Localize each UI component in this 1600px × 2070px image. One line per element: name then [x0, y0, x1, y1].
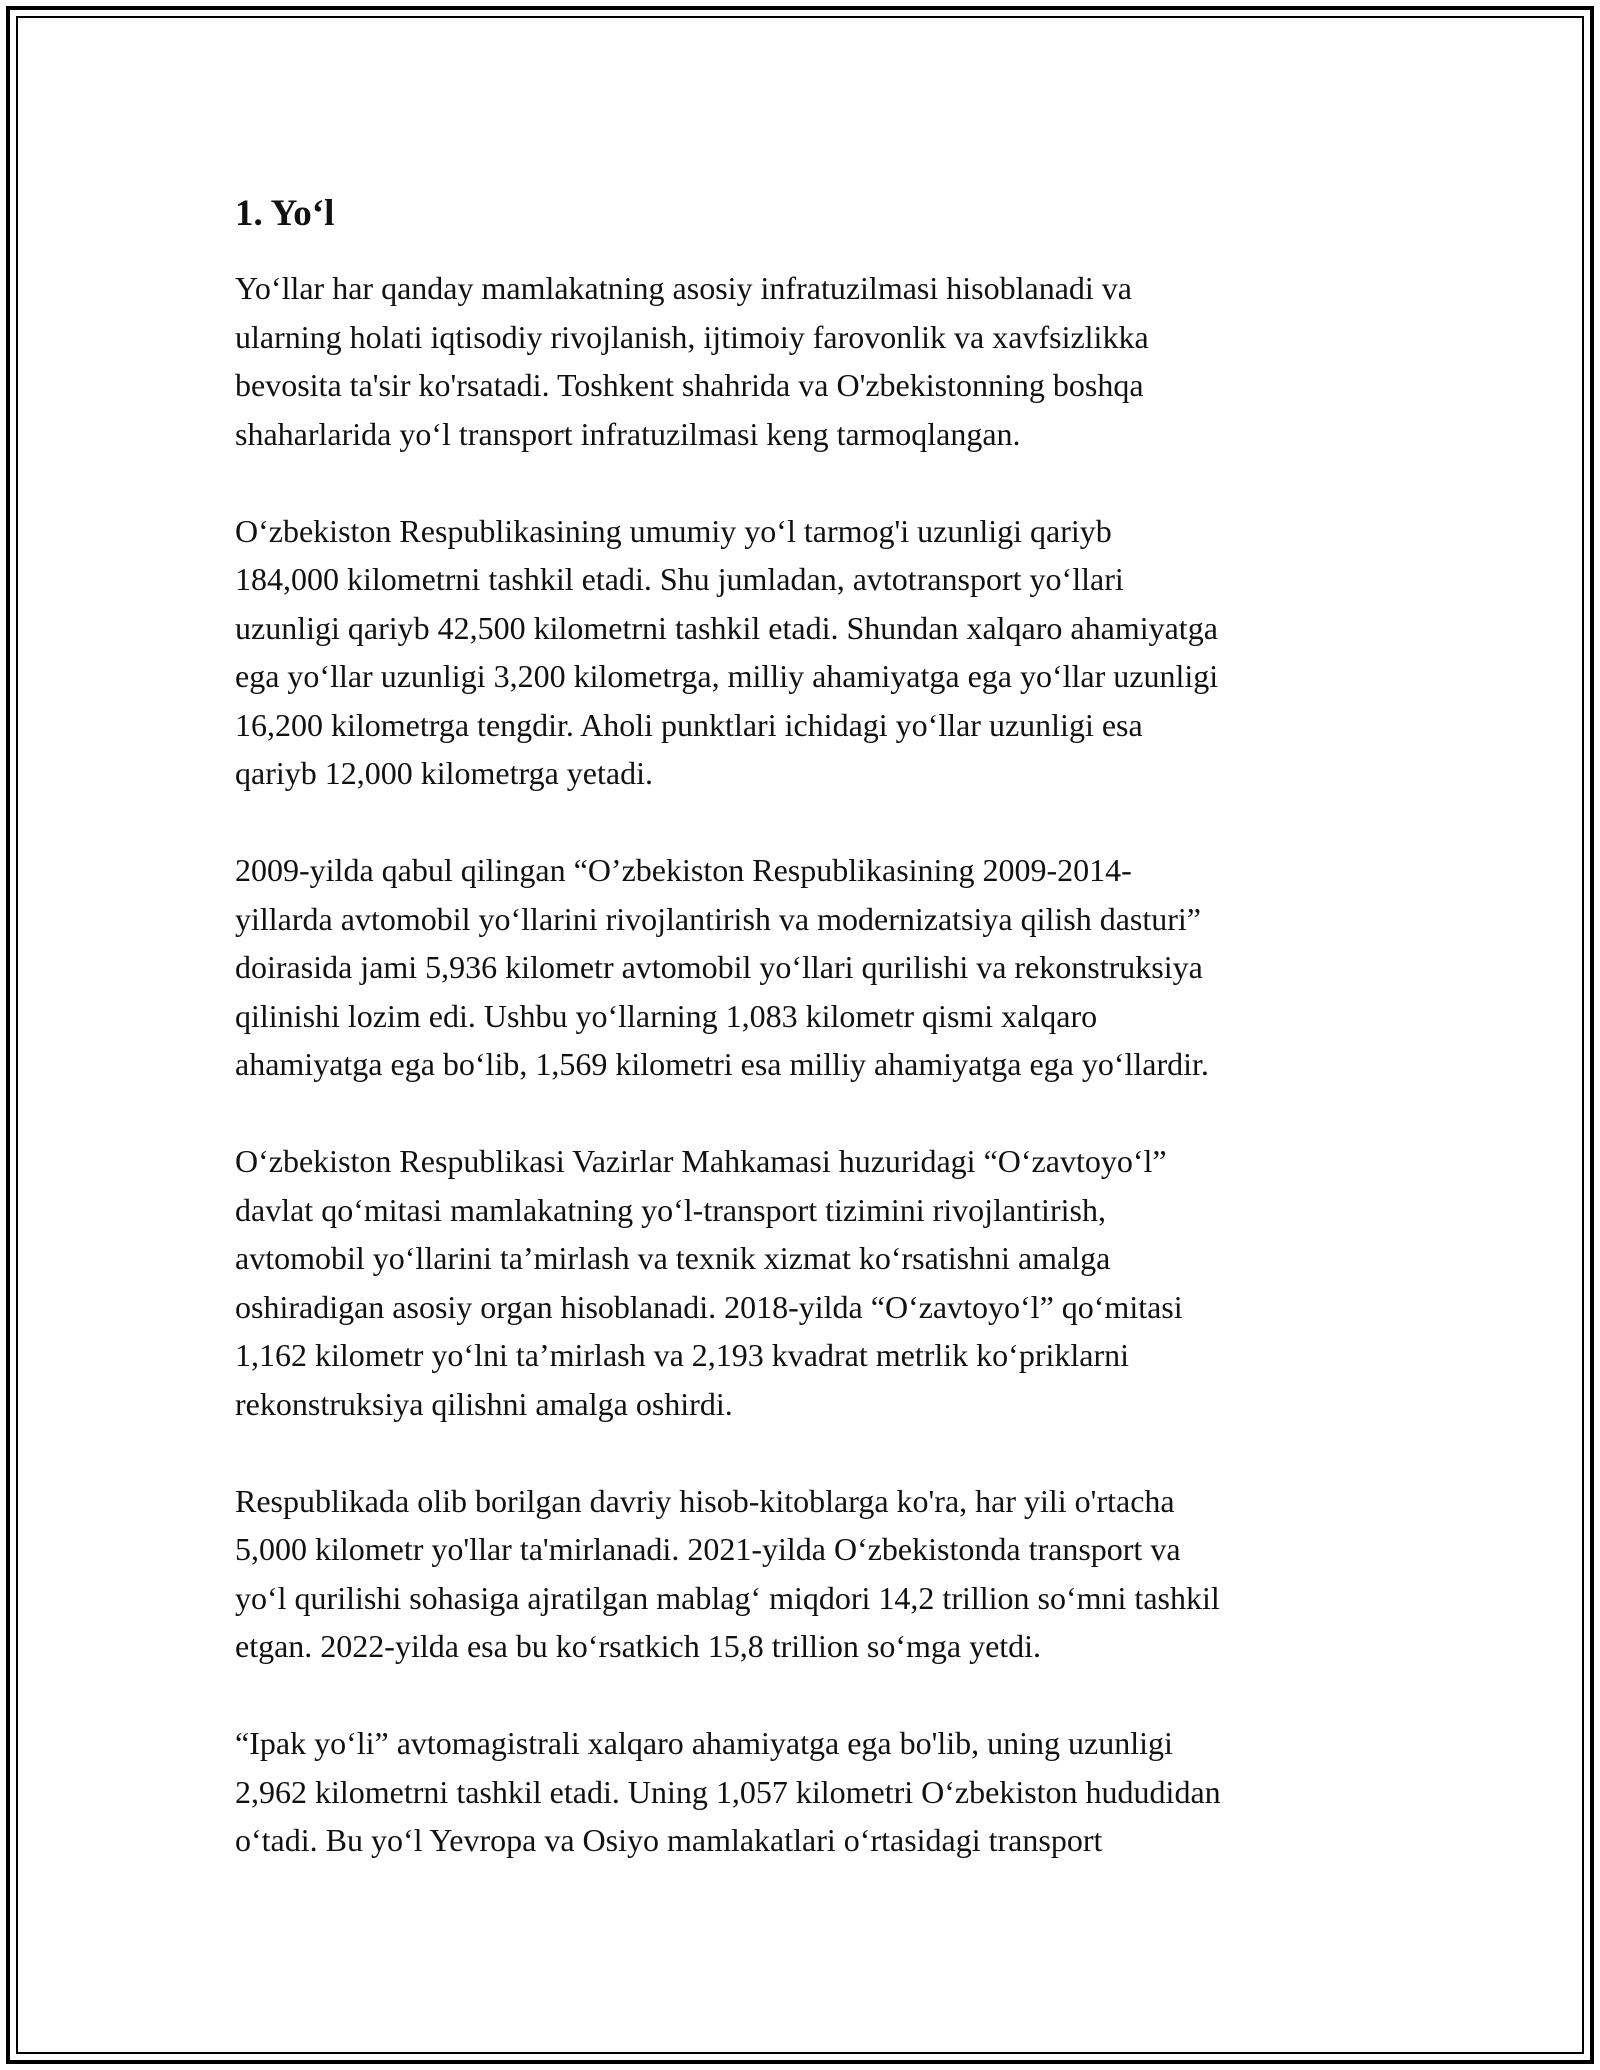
text-line: doirasida jami 5,936 kilometr avtomobil yo‘llari qurilishi va rekonstruksiya [235, 949, 1203, 985]
text-line: ularning holati iqtisodiy rivojlanish, ijtimoiy farovonlik va xavfsizlikka [235, 318, 1149, 355]
text-line: yillarda avtomobil yo‘llarini rivojlantirish va modernizatsiya qilish dasturi” [235, 900, 1201, 937]
text-line: davlat qo‘mitasi mamlakatning yo‘l-transport tizimini rivojlantirish, [235, 1191, 1106, 1228]
paragraph-repairs-funding [235, 1477, 1370, 1671]
text-line: O‘zbekiston Respublikasi Vazirlar Mahkamasi huzuridagi “O‘zavtoyo‘l” [235, 1143, 1167, 1179]
text-line: 2,962 kilometrni tashkil etadi. Uning 1,057 kilometri O‘zbekiston hududidan [235, 1773, 1221, 1810]
text-line: O‘zbekiston Respublikasining umumiy yo‘l tarmog'i uzunligi qariyb [235, 512, 1112, 549]
text-line: Respublikada olib borilgan davriy hisob-kitoblarga ko'ra, har yili o'rtacha [235, 1482, 1175, 1519]
text-line: bevosita ta'sir ko'rsatadi. Toshkent shahrida va O'zbekistonning boshqa [235, 367, 1144, 403]
text-line: rekonstruksiya qilishni amalga oshirdi. [235, 1385, 733, 1422]
text-line: uzunligi qariyb 42,500 kilometrni tashkil etadi. Shundan xalqaro ahamiyatga [235, 609, 1218, 646]
text-line: etgan. 2022-yilda esa bu ko‘rsatkich 15,8 trillion so‘mga yetdi. [235, 1628, 1042, 1664]
text-line: 5,000 kilometr yo'llar ta'mirlanadi. 2021-yilda O‘zbekistonda transport va [235, 1531, 1181, 1567]
text-line: shaharlarida yo‘l transport infratuzilmasi keng tarmoqlangan. [235, 415, 1021, 452]
section-heading: 1. Yo‘l [235, 193, 335, 234]
text-line: qilinishi lozim edi. Ushbu yo‘llarning 1,083 kilometr qismi xalqaro [235, 997, 1098, 1034]
text-line: ahamiyatga ega bo‘lib, 1,569 kilometri esa milliy ahamiyatga ega yo‘llardir. [235, 1046, 1209, 1082]
text-line: 16,200 kilometrga tengdir. Aholi punktlari ichidagi yo‘llar uzunligi esa [235, 706, 1143, 743]
text-line: oshiradigan asosiy organ hisoblanadi. 2018-yilda “O‘zavtoyo‘l” qo‘mitasi [235, 1288, 1183, 1325]
text-line: qariyb 12,000 kilometrga yetadi. [235, 755, 653, 791]
text-line: avtomobil yo‘llarini ta’mirlash va texnik xizmat ko‘rsatishni amalga [235, 1240, 1111, 1276]
text-line: o‘tadi. Bu yo‘l Yevropa va Osiyo mamlakatlari o‘rtasidagi transport [235, 1822, 1103, 1858]
text-line: 2009-yilda qabul qilingan “O’zbekiston Respublikasining 2009-2014- [235, 852, 1132, 888]
paragraph-silk-road [235, 1719, 1370, 1865]
paragraph-program-2009 [235, 846, 1370, 1089]
paragraph-road-network [235, 507, 1370, 798]
text-line: yo‘l qurilishi sohasiga ajratilgan mablag‘ miqdori 14,2 trillion so‘mni tashkil [235, 1579, 1220, 1616]
text-line: “Ipak yo‘li” avtomagistrali xalqaro ahamiyatga ega bo'lib, uning uzunligi [235, 1725, 1173, 1761]
text-line: Yo‘llar har qanday mamlakatning asosiy infratuzilmasi hisoblanadi va [235, 270, 1132, 306]
text-line: 184,000 kilometrni tashkil etadi. Shu jumladan, avtotransport yo‘llari [235, 561, 1124, 597]
paragraph-intro [235, 264, 1370, 458]
text-line: 1,162 kilometr yo‘lni ta’mirlash va 2,193 kvadrat metrlik ko‘priklarni [235, 1337, 1130, 1373]
paragraph-uzavtoyol [235, 1137, 1370, 1428]
text-line: ega yo‘llar uzunligi 3,200 kilometrga, milliy ahamiyatga ega yo‘llar uzunligi [235, 658, 1219, 694]
document-body [235, 186, 1370, 1913]
